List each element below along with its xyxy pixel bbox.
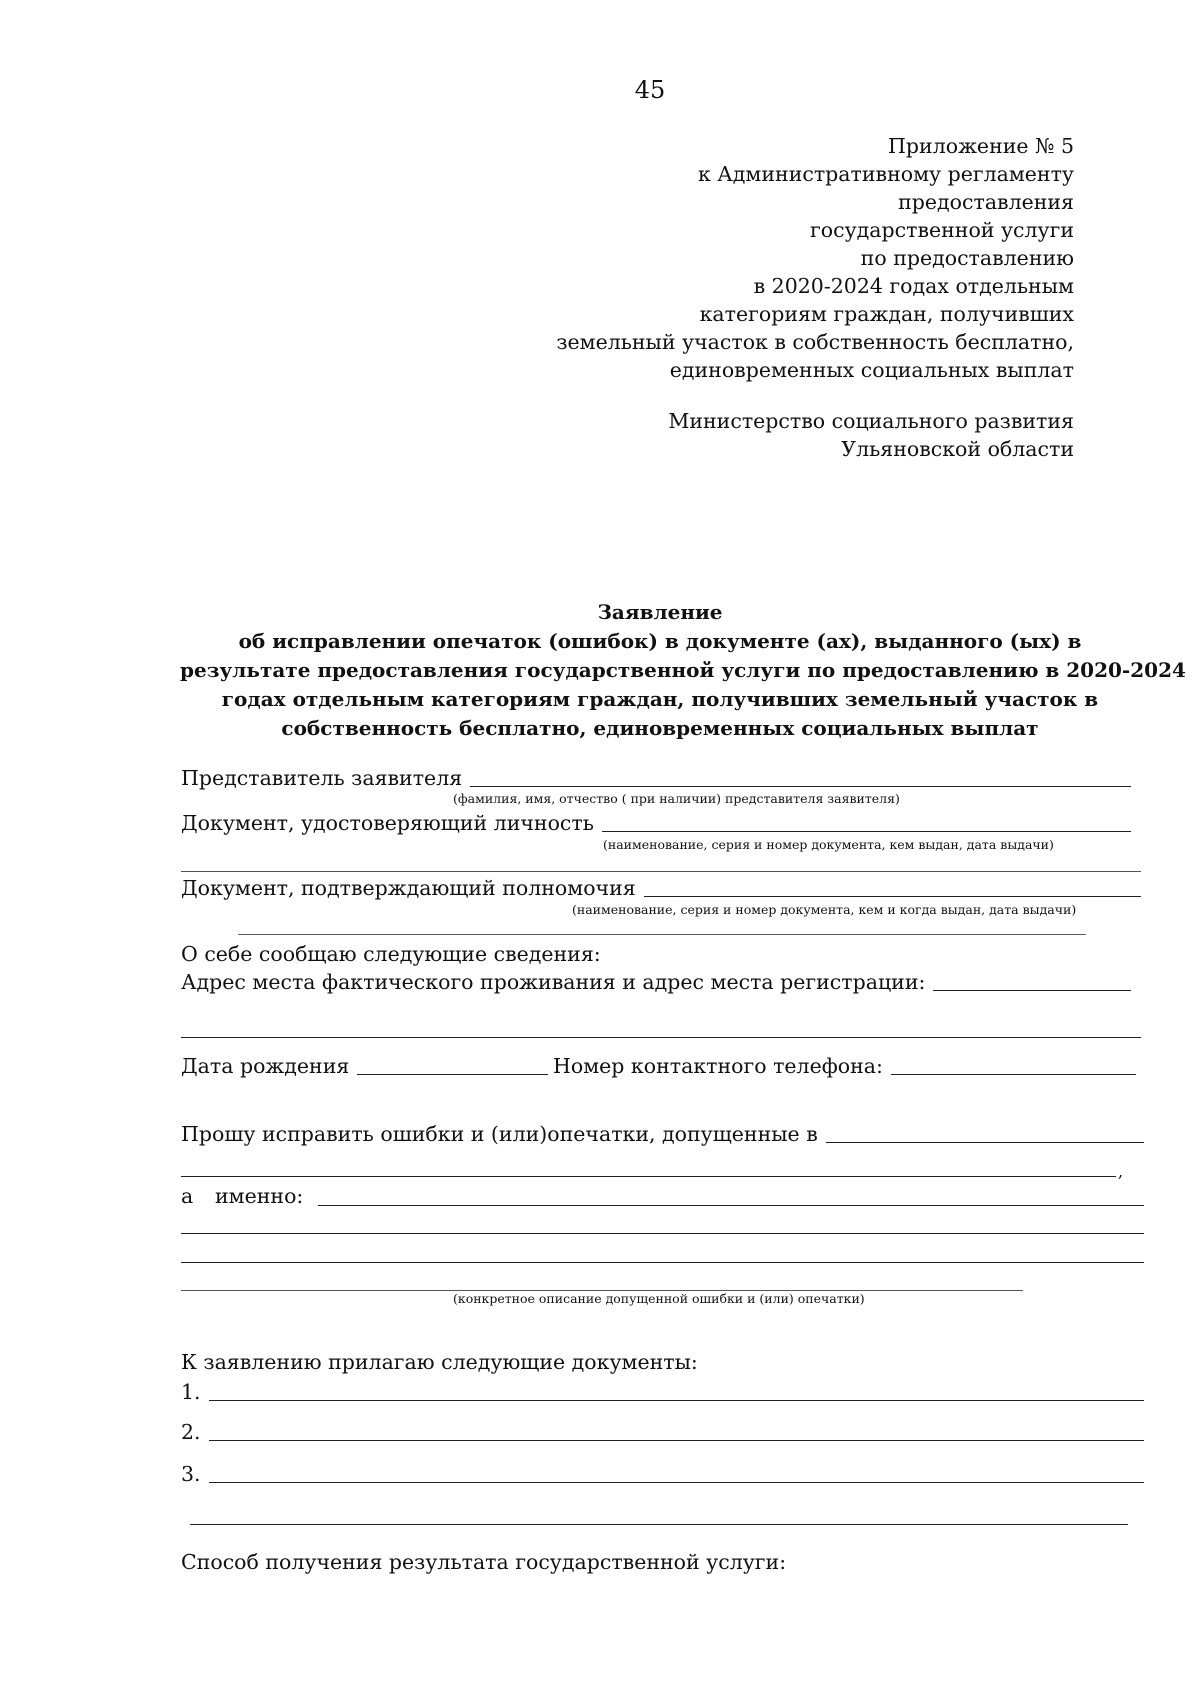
title-line: результате предоставления государственной услуги по предоставлению в 2020-2024 [180, 658, 1186, 682]
authority-doc-field[interactable] [644, 895, 1141, 897]
result-method-label: Способ получения результата государственной услуги: [181, 1550, 787, 1574]
identity-doc-field[interactable] [602, 830, 1131, 832]
representative-row [181, 766, 1131, 790]
namely-field[interactable] [318, 1205, 1144, 1206]
appendix-line: по предоставлению [860, 246, 1074, 270]
addressee [668, 407, 1074, 463]
attachment-extra-line[interactable] [190, 1524, 1128, 1525]
attachment-row [181, 1380, 1144, 1404]
phone-row [553, 1054, 1136, 1078]
request-row [181, 1122, 1144, 1146]
identity-doc-label: Документ, удостоверяющий личность [181, 811, 594, 835]
attachment-field[interactable] [209, 1439, 1144, 1441]
identity-doc-hint: (наименование, серия и номер документа, кем выдан, дата выдачи) [603, 837, 1054, 852]
appendix-line: единовременных социальных выплат [669, 358, 1074, 382]
representative-label: Представитель заявителя [181, 766, 463, 790]
attachment-number: 2. [181, 1420, 201, 1444]
identity-doc-row [181, 811, 1131, 835]
authority-doc-label: Документ, подтверждающий полномочия [181, 876, 636, 900]
appendix-line: государственной услуги [810, 218, 1074, 242]
appendix-line: категориям граждан, получивших [699, 302, 1074, 326]
namely-extra-line[interactable] [181, 1233, 1144, 1234]
addressee-line: Ульяновской области [841, 437, 1074, 461]
namely-a: а [181, 1184, 194, 1208]
about-self-label: О себе сообщаю следующие сведения: [181, 942, 601, 966]
document-title [180, 598, 1186, 743]
appendix-line: земельный участок в собственность бесплатно, [556, 330, 1074, 354]
appendix-line: Приложение № 5 [888, 134, 1074, 158]
attachment-number: 1. [181, 1380, 201, 1404]
birth-date-row [181, 1054, 548, 1078]
attachment-field[interactable] [209, 1399, 1144, 1401]
authority-doc-hint: (наименование, серия и номер документа, кем и когда выдан, дата выдачи) [572, 902, 1077, 917]
attachment-row [181, 1462, 1144, 1486]
namely-extra-line[interactable] [181, 1262, 1144, 1263]
identity-doc-extra-line[interactable] [181, 871, 1141, 872]
attachments-label: К заявлению прилагаю следующие документы: [181, 1350, 698, 1374]
representative-field[interactable] [470, 785, 1131, 787]
attachment-number: 3. [181, 1462, 201, 1486]
appendix-line: в 2020-2024 годах отдельным [753, 274, 1074, 298]
authority-doc-extra-line[interactable] [238, 934, 1086, 935]
address-extra-line[interactable] [181, 1037, 1141, 1038]
authority-doc-row [181, 876, 1141, 900]
address-field[interactable] [933, 989, 1131, 991]
representative-hint: (фамилия, имя, отчество ( при наличии) представителя заявителя) [453, 791, 900, 806]
appendix-line: к Административному регламенту [697, 162, 1074, 186]
request-field[interactable] [826, 1141, 1144, 1143]
appendix-header [556, 132, 1074, 384]
phone-label: Номер контактного телефона: [553, 1054, 883, 1078]
addressee-line: Министерство социального развития [668, 409, 1074, 433]
error-hint: (конкретное описание допущенной ошибки и (или) опечатки) [453, 1291, 865, 1306]
title-line: собственность бесплатно, единовременных социальных выплат [281, 716, 1039, 740]
attachment-field[interactable] [209, 1481, 1144, 1483]
comma-mark: , [1118, 1162, 1124, 1181]
attachment-row [181, 1420, 1144, 1444]
birth-date-label: Дата рождения [181, 1054, 350, 1078]
phone-field[interactable] [891, 1073, 1136, 1075]
title-heading: Заявление [597, 600, 723, 624]
birth-date-field[interactable] [357, 1073, 548, 1075]
title-line: об исправлении опечаток (ошибок) в документе (ах), выданного (ых) в [238, 629, 1082, 653]
namely-label: именно: [215, 1184, 304, 1208]
title-line: годах отдельным категориям граждан, получивших земельный участок в [221, 687, 1099, 711]
appendix-line: предоставления [898, 190, 1074, 214]
address-row [181, 970, 1131, 994]
request-label: Прошу исправить ошибки и (или)опечатки, допущенные в [181, 1122, 818, 1146]
request-extra-line[interactable] [181, 1176, 1116, 1177]
page-number: 45 [634, 76, 666, 104]
address-label: Адрес места фактического проживания и адрес места регистрации: [181, 970, 926, 994]
